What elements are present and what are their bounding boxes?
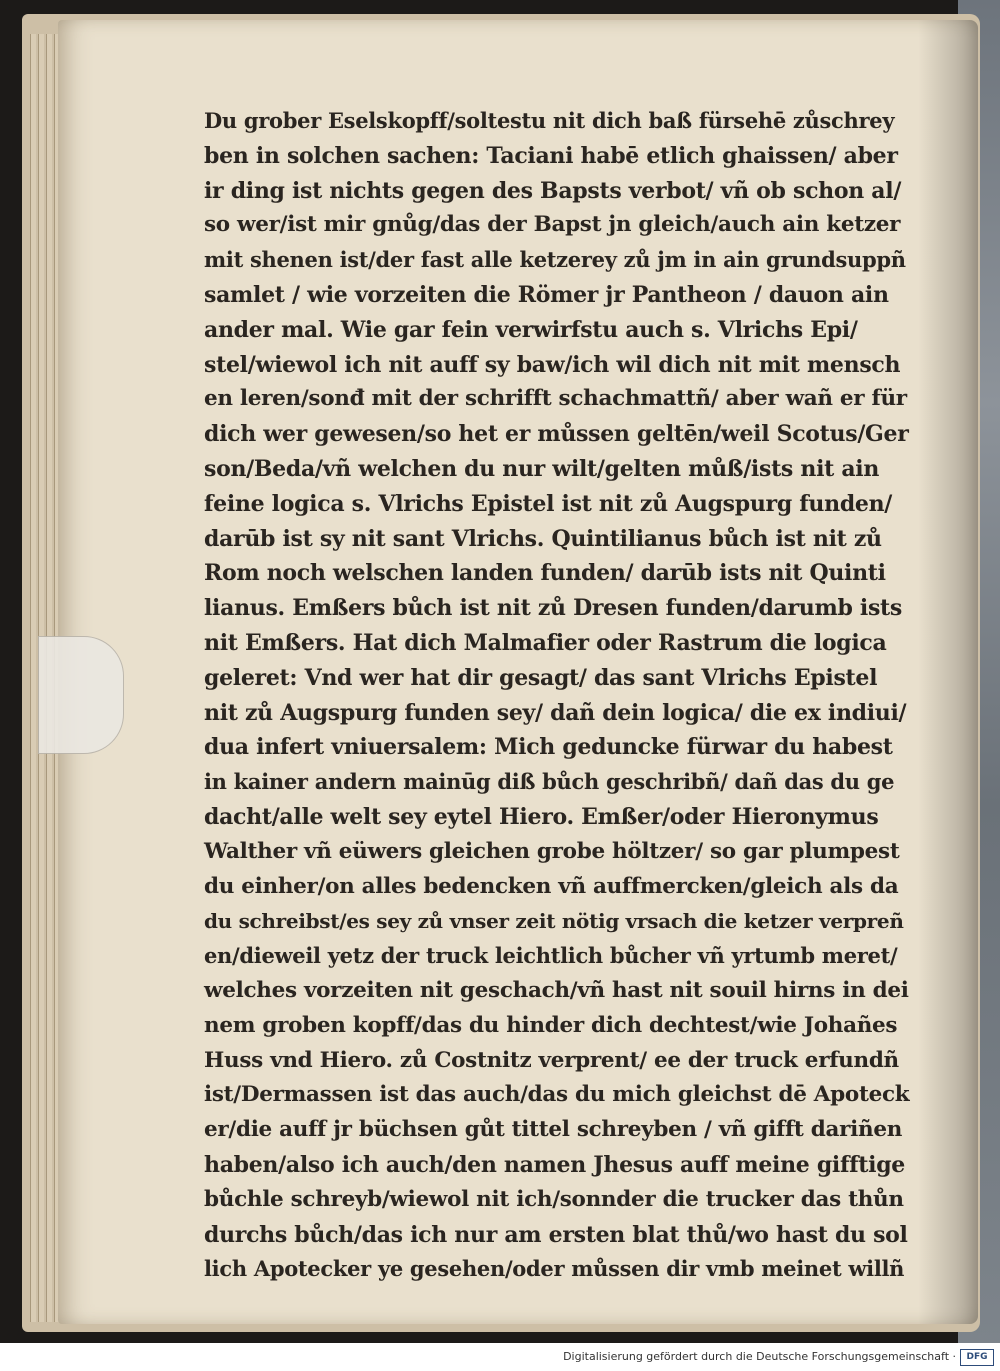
text-line: dacht/alle welt sey eytel Hiero. Emßer/oder Hieronymus [204, 803, 879, 830]
text-line: mit shenen ist/der fast alle ketzerey zů jm in ain grundsuppñ [204, 247, 906, 273]
text-line: du schreibst/es sey zů vnser zeit nötig vrsach die ketzer verpreñ [204, 909, 904, 934]
text-line: in kainer andern mainūg diß bůch geschribñ/ dañ das du ge [204, 769, 895, 795]
page-gutter-shadow [918, 20, 978, 1324]
text-line: bůchle schreyb/wiewol nit ich/sonnder die trucker das thůn [204, 1186, 904, 1212]
text-line: son/Beda/vñ welchen du nur wilt/gelten můß/ists nit ain [204, 455, 880, 482]
text-line: ben in solchen sachen: Taciani habē etlich ghaissen/ aber [204, 142, 898, 169]
dfg-logo: DFG [960, 1349, 994, 1366]
text-line: nit zů Augspurg funden sey/ dañ dein logica/ die ex indiui/ [204, 699, 907, 726]
text-line: lich Apotecker ye gesehen/oder můssen dir vmb meinet willñ [204, 1256, 905, 1282]
text-line: du einher/on alles bedencken vñ auffmercken/gleich als da [204, 873, 899, 899]
text-line: haben/also ich auch/den namen Jhesus auff meine gifftige [204, 1151, 906, 1178]
printed-text-block [204, 104, 910, 1287]
bookmark-clip [38, 636, 124, 754]
page-edge [30, 34, 36, 1322]
text-line: welches vorzeiten nit geschach/vñ hast nit souil hirns in dei [204, 977, 909, 1003]
text-line: dua infert vniuersalem: Mich geduncke fürwar du habest [204, 734, 893, 761]
text-line: ander mal. Wie gar fein verwirfstu auch s. Vlrichs Epi/ [204, 316, 858, 343]
text-line: lianus. Emßers bůch ist nit zů Dresen funden/darumb ists [204, 595, 902, 622]
footer-credit: Digitalisierung gefördert durch die Deutsche Forschungsgemeinschaft · [563, 1350, 956, 1363]
text-line: darūb ist sy nit sant Vlrichs. Quintilianus bůch ist nit zů [204, 525, 882, 552]
text-line: nem groben kopff/das du hinder dich dechtest/wie Johañes [204, 1012, 898, 1038]
text-line: en leren/sonđ mit der schrifft schachmattñ/ aber wañ er für [204, 386, 907, 412]
text-line: ist/Dermassen ist das auch/das du mich gleichst dē Apoteck [204, 1082, 910, 1108]
text-line: ir ding ist nichts gegen des Bapsts verbot/ vñ ob schon al/ [204, 177, 902, 204]
text-line: samlet / wie vorzeiten die Römer jr Pantheon / dauon ain [204, 281, 889, 308]
text-line: er/die auff jr büchsen gůt tittel schreyben / vñ gifft dariñen [204, 1117, 903, 1143]
text-line: feine logica s. Vlrichs Epistel ist nit zů Augspurg funden/ [204, 490, 893, 517]
text-line: geleret: Vnd wer hat dir gesagt/ das sant Vlrichs Epistel [204, 664, 878, 691]
text-line: dich wer gewesen/so het er můssen geltēn/weil Scotus/Ger [204, 421, 909, 448]
text-line: so wer/ist mir gnůg/das der Bapst jn gleich/auch ain ketzer [204, 212, 901, 238]
text-line: Walther vñ eüwers gleichen grobe höltzer/ so gar plumpest [204, 838, 900, 864]
text-line: Rom noch welschen landen funden/ darūb ists nit Quinti [204, 560, 886, 587]
text-line: stel/wiewol ich nit auff sy baw/ich wil dich nit mit mensch [204, 351, 901, 378]
text-line: en/dieweil yetz der truck leichtlich bůcher vñ yrtumb meret/ [204, 943, 898, 969]
text-line: Du grober Eselskopff/soltestu nit dich baß fürsehē zůschrey [204, 108, 895, 133]
footer-bar [0, 1343, 1000, 1371]
text-line: Huss vnd Hiero. zů Costnitz verprent/ ee der truck erfundñ [204, 1047, 899, 1073]
text-line: nit Emßers. Hat dich Malmafier oder Rastrum die logica [204, 629, 887, 656]
text-line: durchs bůch/das ich nur am ersten blat thů/wo hast du sol [204, 1221, 908, 1248]
